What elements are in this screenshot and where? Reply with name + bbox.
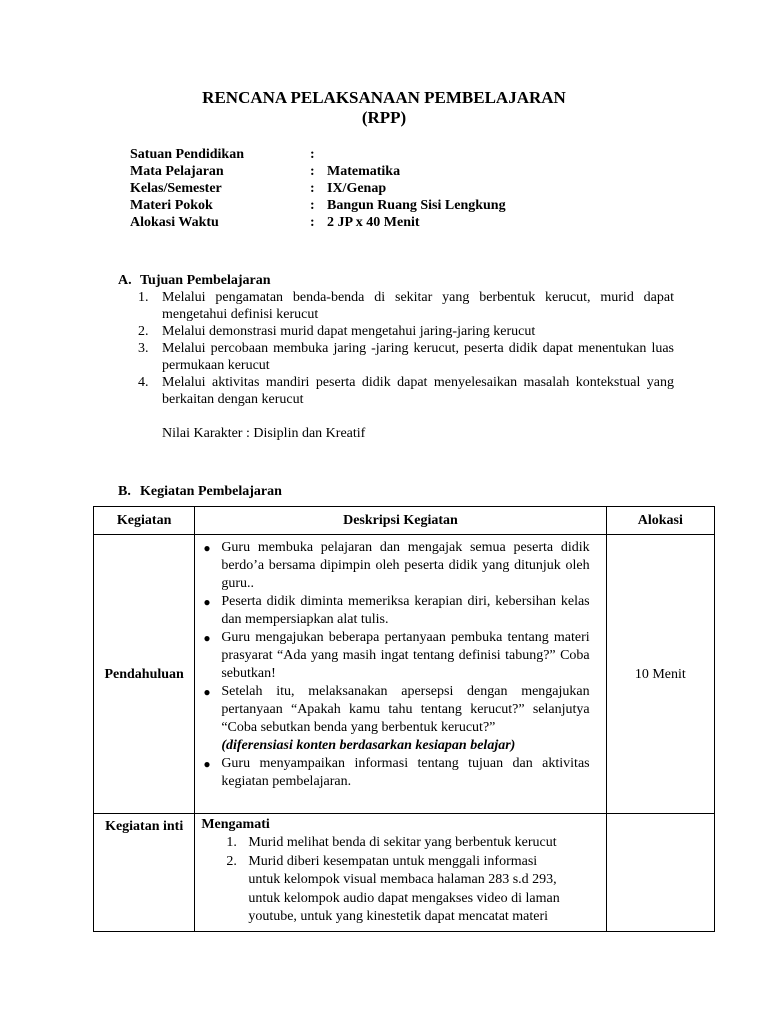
subheading: Mengamati [201,817,270,832]
list-item [201,755,589,791]
objective-text: Melalui aktivitas mandiri peserta didik dapat menyelesaikan masalah kontekstual yang berkaitan dengan kerucut [162,375,674,407]
bullet-icon: ● [203,685,211,699]
bullet-icon: ● [203,595,211,609]
document-title: RENCANA PELAKSANAAN PEMBELAJARAN [202,88,566,107]
list-number: 2. [226,853,237,869]
identity-block [130,146,690,231]
objective-item [138,323,674,340]
objectives-list [138,289,674,408]
character-values: Nilai Karakter : Disiplin dan Kreatif [162,426,366,441]
objective-text: Melalui percobaan membuka jaring -jaring kerucut, peserta didik dapat menentukan luas permukaan kerucut [162,341,674,373]
identity-row [130,197,690,214]
differentiation-note: (diferensiasi konten berdasarkan kesiapan belajar) [221,738,516,753]
bullet-icon: ● [203,631,211,645]
list-item-text: Peserta didik diminta memeriksa kerapian diri, kebersihan kelas dan mempersiapkan alat tulis. [221,594,590,627]
list-item [201,539,589,593]
list-item [226,834,589,853]
list-item-text: Murid melihat benda di sekitar yang berbentuk kerucut [248,835,557,850]
list-item-line: untuk kelompok audio dapat mengakses video di laman [248,890,560,906]
list-item-line: untuk kelompok visual membaca halaman 283 s.d 293, [248,872,557,887]
section-a-letter: A. [118,273,132,288]
identity-colon: : [310,181,315,196]
section-b-letter: B. [118,484,131,499]
objective-number: 2. [138,324,149,339]
objective-text: Melalui pengamatan benda-benda di sekitar yang berbentuk kerucut, murid dapat mengetahui definisi kerucut [162,290,674,322]
objective-item [138,374,674,408]
numbered-list [201,834,589,927]
identity-value: Bangun Ruang Sisi Lengkung [327,198,506,213]
activity-duration: 10 Menit [606,535,714,814]
identity-row [130,214,690,231]
bullet-list [201,539,589,737]
identity-label: Materi Pokok [130,198,213,213]
table-header-row [94,507,715,535]
objective-text: Melalui demonstrasi murid dapat mengetahui jaring-jaring kerucut [162,324,536,339]
activities-table [93,506,715,932]
activity-description [195,814,606,932]
identity-value: Matematika [327,164,401,179]
identity-row [130,180,690,197]
section-b-heading [118,483,282,500]
list-item-text: Guru mengajukan beberapa pertanyaan pembuka tentang materi prasyarat “Ada yang masih ingat tentang definisi tabung?” Coba sebutkan! [221,630,590,681]
section-b-title: Kegiatan Pembelajaran [140,484,282,499]
identity-colon: : [310,198,315,213]
list-item [201,629,589,683]
identity-colon: : [310,147,315,162]
list-item [201,683,589,737]
identity-row [130,146,690,163]
activity-description [195,535,606,814]
column-header: Kegiatan [94,507,195,535]
identity-colon: : [310,215,315,230]
identity-label: Alokasi Waktu [130,215,219,230]
activity-name: Kegiatan inti [94,814,195,932]
identity-colon: : [310,164,315,179]
activity-name: Pendahuluan [94,535,195,814]
bullet-icon: ● [203,757,211,771]
column-header: Alokasi [606,507,714,535]
list-item-line: Murid diberi kesempatan untuk menggali informasi [248,853,538,869]
bullet-icon: ● [203,541,211,555]
identity-row [130,163,690,180]
section-a-title: Tujuan Pembelajaran [140,273,271,288]
list-item [226,853,589,927]
objective-number: 4. [138,375,149,390]
identity-value: IX/Genap [327,181,387,196]
list-number: 1. [226,835,237,850]
list-item [201,593,589,629]
objective-number: 3. [138,341,149,356]
list-item-line: youtube, untuk yang kinestetik dapat mencatat materi [248,909,549,924]
identity-value: 2 JP x 40 Menit [327,215,420,230]
objective-number: 1. [138,290,149,305]
bullet-list [201,755,589,791]
list-item-text: Setelah itu, melaksanakan apersepsi dengan mengajukan pertanyaan “Apakah kamu tahu tentang kerucut?” selanjutya “Coba sebutkan benda yang berbentuk kerucut?” [221,684,590,735]
activity-duration [606,814,714,932]
identity-label: Kelas/Semester [130,181,222,196]
table-row [94,814,715,932]
objective-item [138,340,674,374]
table-row [94,535,715,814]
identity-label: Satuan Pendidikan [130,147,244,162]
document-subtitle: (RPP) [361,108,407,127]
identity-label: Mata Pelajaran [130,164,224,179]
section-a-heading [118,272,271,289]
objective-item [138,289,674,323]
list-item-text: Guru menyampaikan informasi tentang tujuan dan aktivitas kegiatan pembelajaran. [221,756,590,789]
column-header: Deskripsi Kegiatan [195,507,606,535]
list-item-text: Guru membuka pelajaran dan mengajak semua peserta didik berdo’a bersama dipimpin oleh peserta didik yang ditunjuk oleh guru.. [221,540,590,591]
